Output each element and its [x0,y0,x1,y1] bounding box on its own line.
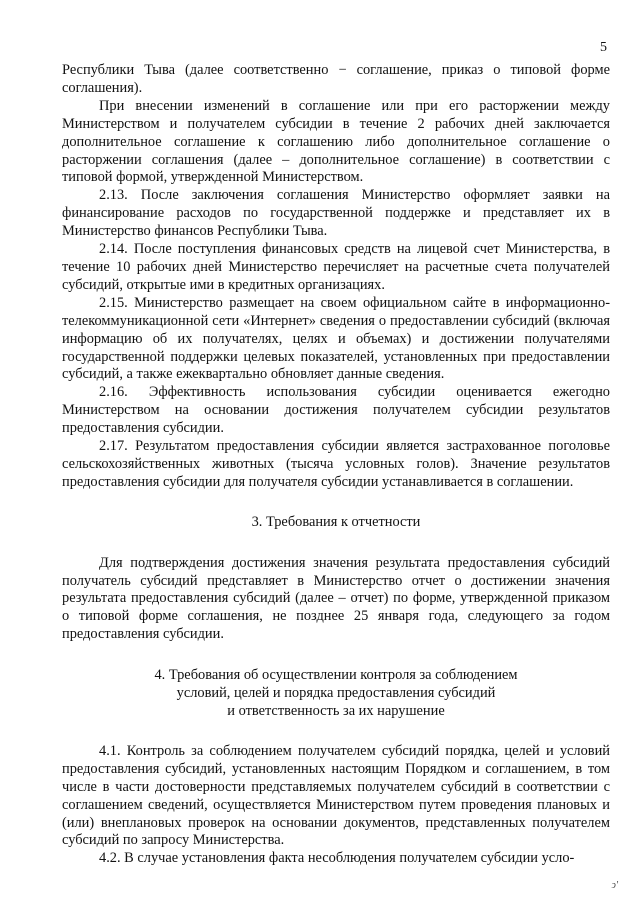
document-body [62,62,610,868]
paragraph-2-15: 2.15. Министерство размещает на своем официальном сайте в информационно-телекоммуникационной сети «Интернет» сведения о предоставлении субсидий (включая информацию об их получателях, целях и объемах) и достижении получателями государственной поддержки целевых показателей, установленных при предоставлении субсидий, а также ежеквартально обновляет данные сведения. [62,294,610,383]
section-4-heading-line-2: условий, целей и порядка предоставления субсидий [176,685,496,702]
paragraph-changes: При внесении изменений в соглашение или при его расторжении между Министерством и получателем субсидии в течение 2 рабочих дней заключается дополнительное соглашение к соглашению либо дополнительное соглашение о расторжении соглашения (далее – дополнительное соглашение) в соответствии с типовой формой, утвержденной Министерством. [62,97,610,186]
paragraph-3-1: Для подтверждения достижения значения результата предоставления субсидий получатель субсидий представляет в Министерство отчет о достижении значения результата предоставления субсидий (далее – отчет) по форме, утвержденной приказом о типовой форме соглашения, не позднее 25 января года, следующего за годом предоставления субсидии. [62,554,610,643]
paragraph-2-14: 2.14. После поступления финансовых средств на лицевой счет Министерства, в течение 10 рабочих дней Министерство перечисляет на расчетные счета получателей субсидий, открытые ими в кредитных организациях. [62,241,610,293]
section-3-heading: 3. Требования к отчетности [251,513,421,530]
section-4-heading-line-1: 4. Требования об осуществлении контроля за соблюдением [154,667,518,684]
page-number: 5 [600,40,607,55]
paragraph-4-1: 4.1. Контроль за соблюдением получателем субсидий порядка, целей и условий предоставления субсидий, установленных настоящим Порядком и соглашением, в том числе в части достоверности представляемых получателем субсидий в соответствии с соглашением сведений, осуществляется Министерством путем проведения плановых и (или) внеплановых проверок на основании документов, представленных получателем субсидий по запросу Министерства. [62,742,610,849]
paragraph-4-2: 4.2. В случае установления факта несоблюдения получателем субсидии усло- [99,850,575,867]
corner-mark: ↄ' [611,880,618,891]
paragraph-tail: Республики Тыва (далее соответственно − соглашение, приказ о типовой форме соглашения). [62,62,610,96]
section-4-heading [62,667,610,721]
paragraph-2-13: 2.13. После заключения соглашения Министерство оформляет заявки на финансирование расходов по государственной поддержке и представляет их в Министерство финансов Республики Тыва. [62,187,610,240]
paragraph-2-16: 2.16. Эффективность использования субсидии оценивается ежегодно Министерством на основании достижения получателем субсидии результатов предоставления субсидии. [62,384,610,437]
section-4-heading-line-3: и ответственность за их нарушение [227,703,445,719]
paragraph-2-17: 2.17. Результатом предоставления субсидии является застрахованное поголовье сельскохозяйственных животных (тысяча условных голов). Значение результатов предоставления субсидии для получателя субсидии устанавливается в соглашении. [62,438,610,490]
